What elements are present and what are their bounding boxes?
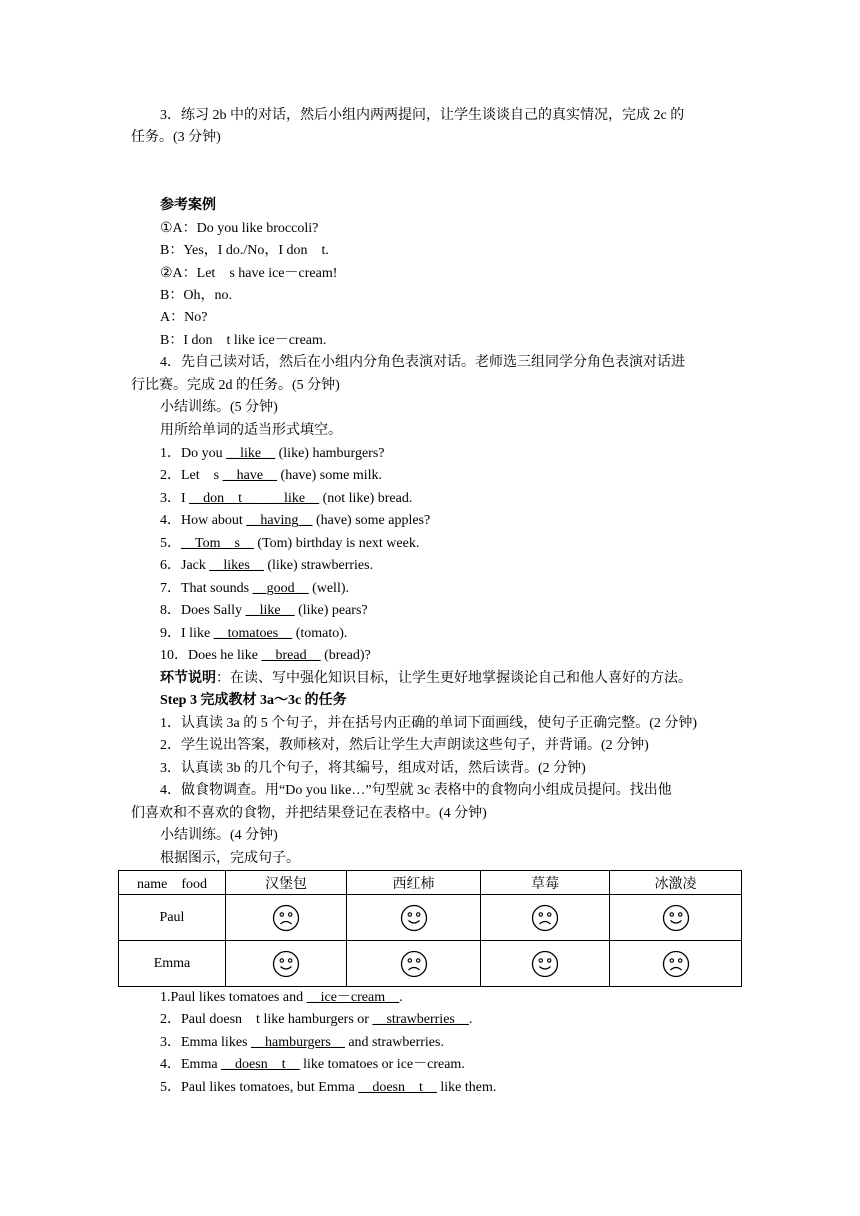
task4-line-1: 4．先自己读对话，然后在小组内分角色表演对话。老师选三组同学分角色表演对话进 (160, 355, 685, 370)
sentence-prompt: 2．Paul doesn t like hamburgers or (160, 1012, 373, 1027)
frowny-face-icon (272, 904, 300, 932)
section-note-label: 环节说明 (160, 671, 216, 686)
sentence-prompt: 5．Paul likes tomatoes, but Emma (160, 1080, 359, 1095)
exercise-item (160, 601, 368, 621)
frowny-face-icon (662, 950, 690, 978)
reference-line: A：No? (160, 310, 208, 325)
exercise-item (160, 646, 371, 666)
face-cell (347, 895, 481, 941)
face-cell (481, 941, 610, 987)
reference-line: B：Oh，no. (160, 288, 232, 303)
table-row (119, 895, 742, 941)
sentence-prompt: 3．Emma likes (160, 1035, 251, 1050)
exercise-answer: __like__ (226, 446, 276, 461)
exercise-prompt: 4．How about (160, 513, 247, 528)
exercise-prompt: 10．Does he like (160, 648, 262, 663)
smiley-face-icon (272, 950, 300, 978)
exercise-answer: __like__ (245, 603, 295, 618)
exercise-prompt: 2．Let s (160, 468, 223, 483)
intro-line-1: 3．练习 2b 中的对话，然后小组内两两提问，让学生谈谈自己的真实情况，完成 2c 的 (160, 108, 685, 123)
exercise-prompt: 8．Does Sally (160, 603, 246, 618)
exercise-item (160, 534, 419, 554)
exercise-hint: (Tom) birthday is next week. (253, 536, 420, 551)
sentence-prompt: 1.Paul likes tomatoes and (160, 990, 307, 1005)
exercise-answer: __bread__ (261, 648, 321, 663)
sentence-answer: __hamburgers__ (251, 1035, 345, 1050)
row-name: Paul (119, 895, 226, 941)
intro-line-2: 任务。(3 分钟) (131, 130, 221, 145)
section-note (160, 669, 692, 689)
face-cell (347, 941, 481, 987)
exercise-answer: __have__ (222, 468, 278, 483)
exercise-answer: __good__ (252, 581, 309, 596)
exercise-item (160, 556, 373, 576)
exercise-item (160, 511, 430, 531)
smiley-face-icon (531, 950, 559, 978)
sentence-item (160, 1078, 496, 1098)
exercise-item (160, 466, 382, 486)
reference-title: 参考案例 (160, 198, 216, 213)
sentence-end: . (468, 1012, 473, 1027)
exercise-hint: (like) hamburgers? (275, 446, 385, 461)
reference-line: B：I don t like ice－cream. (160, 333, 327, 348)
exercise-hint: (have) some milk. (277, 468, 383, 483)
sentence-end: like tomatoes or ice－cream. (299, 1057, 465, 1072)
reference-line: ①A：Do you like broccoli? (160, 221, 319, 236)
exercise-hint: (bread)? (320, 648, 371, 663)
face-cell (481, 895, 610, 941)
sentence-end: . (399, 990, 403, 1005)
face-cell (226, 895, 347, 941)
drill1-title: 小结训练。(5 分钟) (160, 400, 278, 415)
face-cell (226, 941, 347, 987)
exercise-answer: __tomatoes__ (213, 626, 293, 641)
reference-line: ②A：Let s have ice－cream! (160, 266, 338, 281)
step3-line: 4．做食物调查。用“Do you like…”句型就 3c 表格中的食物向小组成员提问。找出他 (160, 783, 672, 798)
face-cell (610, 941, 742, 987)
sentence-answer: __strawberries__ (372, 1012, 469, 1027)
smiley-face-icon (662, 904, 690, 932)
sentence-answer: __ice－cream__ (306, 990, 400, 1005)
exercise-prompt: 1．Do you (160, 446, 227, 461)
sentence-item (160, 1033, 444, 1053)
exercise-prompt: 6．Jack (160, 558, 210, 573)
row-name: Emma (119, 941, 226, 987)
table-header-row (119, 871, 742, 895)
step3-title: Step 3 完成教材 3a～3c 的任务 (160, 693, 347, 708)
table-header-cell: 汉堡包 (226, 871, 347, 895)
step3-line: 2．学生说出答案，教师核对，然后让学生大声朗读这些句子，并背诵。(2 分钟) (160, 738, 649, 753)
exercise-hint: (have) some apples? (312, 513, 431, 528)
sentence-item (160, 1055, 465, 1075)
exercise-answer: __Tom s__ (181, 536, 254, 551)
section-note-text: ：在读、写中强化知识目标，让学生更好地掌握谈论自己和他人喜好的方法。 (216, 671, 692, 686)
exercise-hint: (like) strawberries. (263, 558, 374, 573)
exercise-prompt: 5． (160, 536, 181, 551)
food-preference-table (118, 870, 742, 987)
step3-line: 1．认真读 3a 的 5 个句子，并在括号内正确的单词下面画线，使句子正确完整。(2 分钟) (160, 716, 698, 731)
sentence-answer: __doesn t__ (358, 1080, 437, 1095)
sentence-prompt: 4．Emma (160, 1057, 222, 1072)
frowny-face-icon (531, 904, 559, 932)
reference-line: B：Yes，I do./No，I don t. (160, 243, 329, 258)
exercise-item (160, 489, 412, 509)
table-row (119, 941, 742, 987)
drill2-instruction: 根据图示，完成句子。 (160, 851, 300, 866)
exercise-item (160, 579, 349, 599)
exercise-hint: (well). (308, 581, 349, 596)
face-cell (610, 895, 742, 941)
exercise-item (160, 624, 347, 644)
sentence-answer: __doesn t__ (221, 1057, 300, 1072)
table-header-cell: 冰激凌 (610, 871, 742, 895)
table-header-cell: name food (119, 871, 226, 895)
sentence-end: and strawberries. (344, 1035, 444, 1050)
table-header-cell: 西红柿 (347, 871, 481, 895)
sentence-item (160, 988, 403, 1008)
exercise-prompt: 9．I like (160, 626, 214, 641)
exercise-hint: (tomato). (292, 626, 348, 641)
exercise-hint: (not like) bread. (319, 491, 413, 506)
exercise-answer: __having__ (246, 513, 313, 528)
exercise-answer: __likes__ (209, 558, 264, 573)
sentence-item (160, 1010, 472, 1030)
exercise-prompt: 7．That sounds (160, 581, 253, 596)
exercise-hint: (like) pears? (294, 603, 368, 618)
drill1-instruction: 用所给单词的适当形式填空。 (160, 423, 342, 438)
step3-line: 们喜欢和不喜欢的食物，并把结果登记在表格中。(4 分钟) (131, 806, 487, 821)
step3-line: 3．认真读 3b 的几个句子，将其编号，组成对话，然后读背。(2 分钟) (160, 761, 586, 776)
table-header-cell: 草莓 (481, 871, 610, 895)
exercise-prompt: 3．I (160, 491, 190, 506)
drill2-title: 小结训练。(4 分钟) (160, 828, 278, 843)
smiley-face-icon (400, 904, 428, 932)
exercise-item (160, 444, 385, 464)
exercise-answer: __don t__ __like__ (189, 491, 320, 506)
frowny-face-icon (400, 950, 428, 978)
sentence-end: like them. (436, 1080, 497, 1095)
task4-line-2: 行比赛。完成 2d 的任务。(5 分钟) (131, 378, 340, 393)
